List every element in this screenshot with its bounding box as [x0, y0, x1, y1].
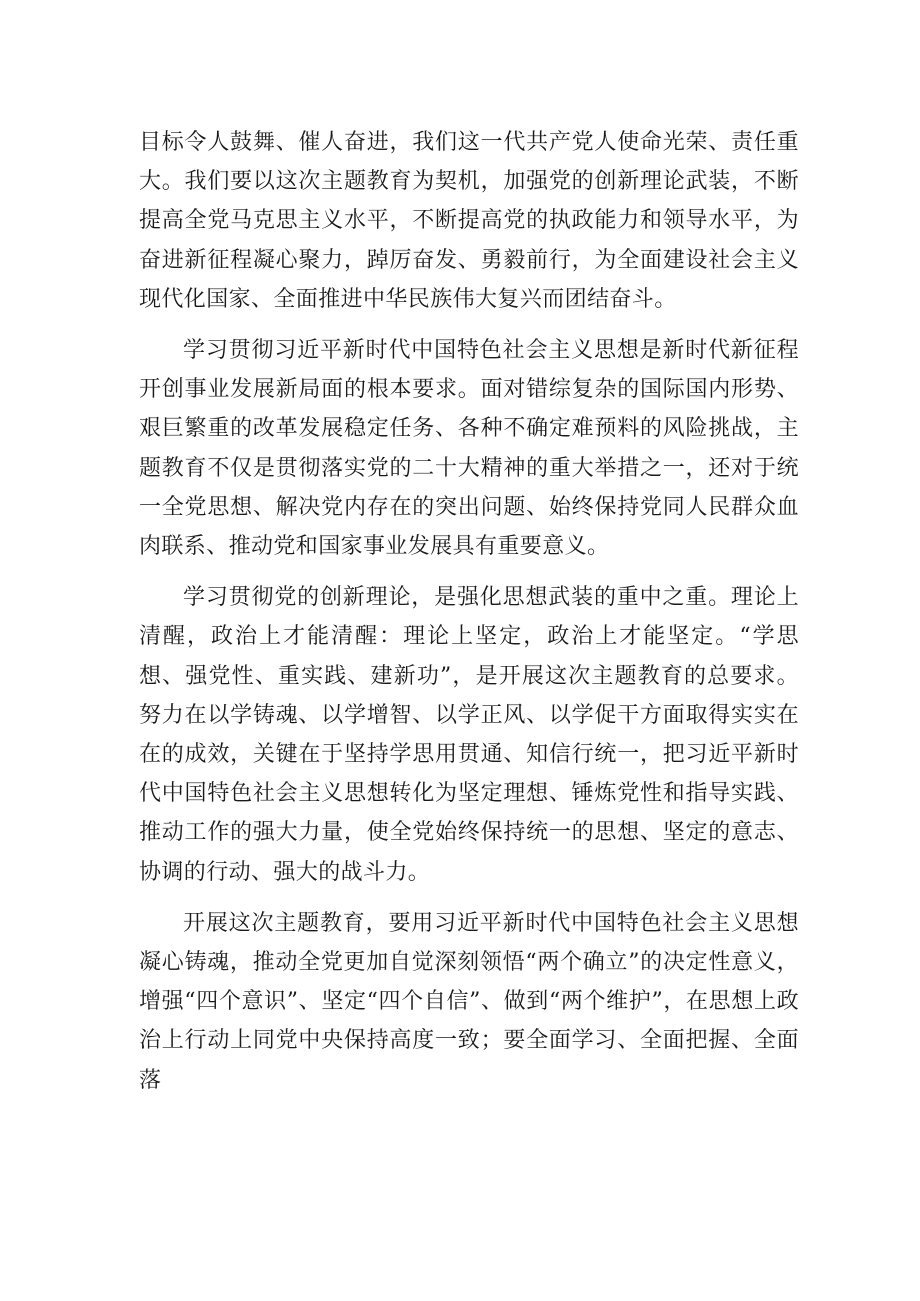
- paragraph-1: 目标令人鼓舞、催人奋进，我们这一代共产党人使命光荣、责任重大。我们要以这次主题教育为契机，加强党的创新理论武装，不断提高全党马克思主义水平，不断提高党的执政能力和领导水平，为奋进新征程凝心聚力，踔厉奋发、勇毅前行，为全面建设社会主义现代化国家、全面推进中华民族伟大复兴而团结奋斗。: [139, 130, 799, 312]
- document-body: [139, 123, 799, 1100]
- paragraph-4: 开展这次主题教育，要用习近平新时代中国特色社会主义思想凝心铸魂，推动全党更加自觉深刻领悟“两个确立”的决定性意义，增强“四个意识”、坚定“四个自信”、做到“两个维护”，在思想上政治上行动上同党中央保持高度一致；要全面学习、全面把握、全面落: [139, 910, 799, 1093]
- paragraph-3: 学习贯彻党的创新理论，是强化思想武装的重中之重。理论上清醒，政治上才能清醒：理论上坚定，政治上才能坚定。“学思想、强党性、重实践、建新功”，是开展这次主题教育的总要求。努力在以学铸魂、以学增智、以学正风、以学促干方面取得实实在在的成效，关键在于坚持学思用贯通、知信行统一，把习近平新时代中国特色社会主义思想转化为坚定理想、锤炼党性和指导实践、推动工作的强大力量，使全党始终保持统一的思想、坚定的意志、协调的行动、强大的战斗力。: [139, 585, 799, 885]
- paragraph-2: 学习贯彻习近平新时代中国特色社会主义思想是新时代新征程开创事业发展新局面的根本要求。面对错综复杂的国际国内形势、艰巨繁重的改革发展稳定任务、各种不确定难预料的风险挑战，主题教育不仅是贯彻落实党的二十大精神的重大举措之一，还对于统一全党思想、解决党内存在的突出问题、始终保持党同人民群众血肉联系、推动党和国家事业发展具有重要意义。: [139, 338, 799, 560]
